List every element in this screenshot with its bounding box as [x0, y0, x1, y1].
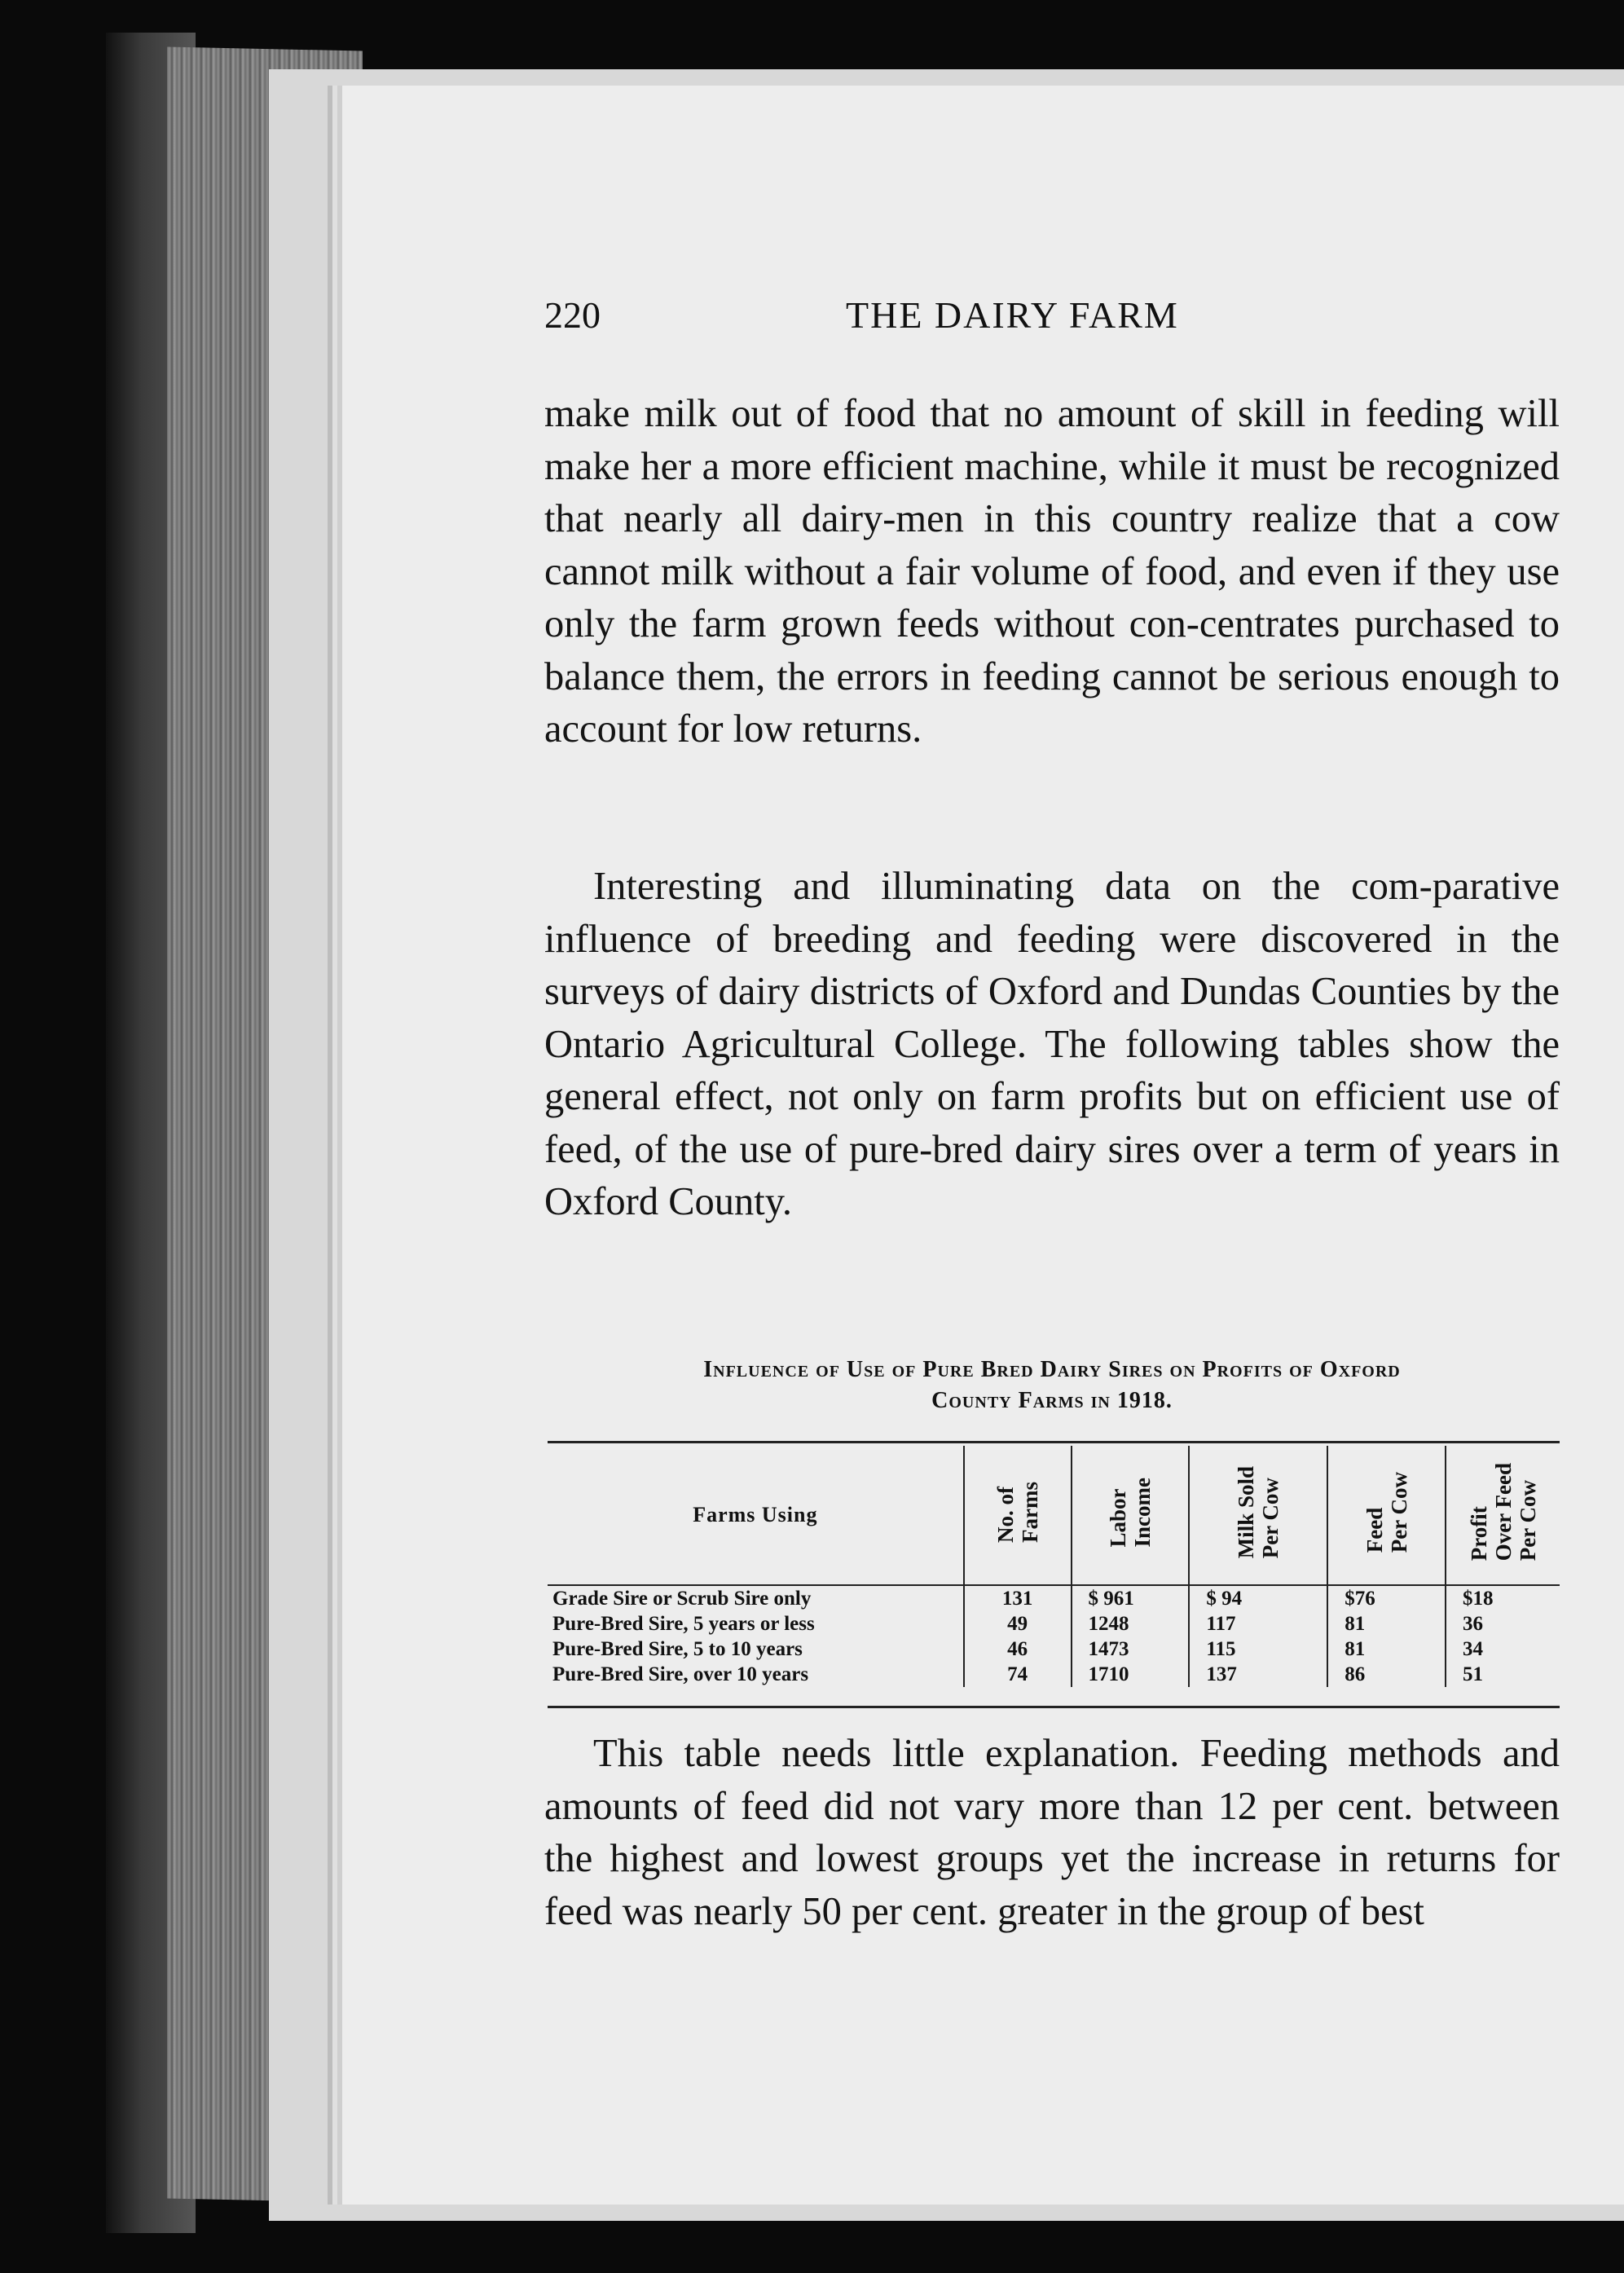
col-header-feed: Feed Per Cow: [1327, 1446, 1446, 1585]
col-header-no-of-farms: No. of Farms: [964, 1446, 1072, 1585]
table-row: [548, 1611, 1560, 1636]
cell-profit: 51: [1446, 1662, 1560, 1687]
cell-milk-sold: 117: [1189, 1611, 1327, 1636]
cell-no-of-farms: 131: [964, 1585, 1072, 1611]
paragraph-3: This table needs little explanation. Feeding methods and amounts of feed did not vary more than 12 per cent. between the highest and lowest groups yet the increase in returns for feed was nearly 50 per cent. greater in the group of best: [544, 1732, 1560, 1933]
table-caption: [544, 1355, 1560, 1416]
page-number: 220: [544, 294, 601, 336]
cell-farms-using: Pure-Bred Sire, 5 to 10 years: [552, 1638, 803, 1660]
table-caption-line-2: County Farms in 1918.: [931, 1388, 1173, 1413]
cell-profit: 34: [1446, 1636, 1560, 1662]
table-header-row: [548, 1446, 1560, 1585]
cell-milk-sold: 115: [1189, 1636, 1327, 1662]
cell-farms-using: Pure-Bred Sire, over 10 years: [552, 1663, 809, 1685]
cell-feed: $76: [1327, 1585, 1446, 1611]
col-header-profit: Profit Over Feed Per Cow: [1446, 1446, 1560, 1585]
cell-farms-using: Grade Sire or Scrub Sire only: [552, 1588, 812, 1610]
table-bottom-rule: [548, 1706, 1560, 1708]
cell-feed: 86: [1327, 1662, 1446, 1687]
table-row: [548, 1662, 1560, 1687]
cell-no-of-farms: 74: [964, 1662, 1072, 1687]
running-header: [544, 293, 1563, 350]
paragraph-2: Interesting and illuminating data on the com-parative influence of breeding and feeding were discovered in the surveys of dairy districts of Oxford and Dundas Counties by the Ontario Agricultural College. The following tables show the general effect, not only on farm profits but on efficient use of feed, of the use of pure-bred dairy sires over a term of years in Oxford County.: [544, 865, 1560, 1223]
cell-labor-income: 1710: [1072, 1662, 1190, 1687]
col-header-milk-sold: Milk Sold Per Cow: [1189, 1446, 1327, 1585]
cell-labor-income: $ 961: [1072, 1585, 1190, 1611]
table-row: [548, 1636, 1560, 1662]
cell-profit: $18: [1446, 1585, 1560, 1611]
paragraph-1: make milk out of food that no amount of skill in feeding will make her a more efficient machine, while it must be recognized that nearly all dairy-men in this country realize that a cow cannot milk without a fair volume of food, and even if they use only the farm grown feeds without con-centrates purchased to balance them, the errors in feeding cannot be serious enough to account for low returns.: [544, 392, 1560, 751]
cell-profit: 36: [1446, 1611, 1560, 1636]
cell-no-of-farms: 49: [964, 1611, 1072, 1636]
cell-feed: 81: [1327, 1636, 1446, 1662]
sire-profit-table: [548, 1446, 1560, 1687]
col-header-labor-income: Labor Income: [1072, 1446, 1190, 1585]
cell-labor-income: 1473: [1072, 1636, 1190, 1662]
cell-feed: 81: [1327, 1611, 1446, 1636]
col-header-farms-using: Farms Using: [548, 1446, 964, 1585]
table-caption-line-1: Influence of Use of Pure Bred Dairy Sires on Profits of Oxford: [703, 1357, 1401, 1382]
cell-labor-income: 1248: [1072, 1611, 1190, 1636]
cell-milk-sold: 137: [1189, 1662, 1327, 1687]
cell-no-of-farms: 46: [964, 1636, 1072, 1662]
cell-milk-sold: $ 94: [1189, 1585, 1327, 1611]
cell-farms-using: Pure-Bred Sire, 5 years or less: [552, 1613, 815, 1635]
running-title: THE DAIRY FARM: [846, 294, 1179, 336]
table-top-rule: [548, 1441, 1560, 1443]
table-row: [548, 1585, 1560, 1611]
